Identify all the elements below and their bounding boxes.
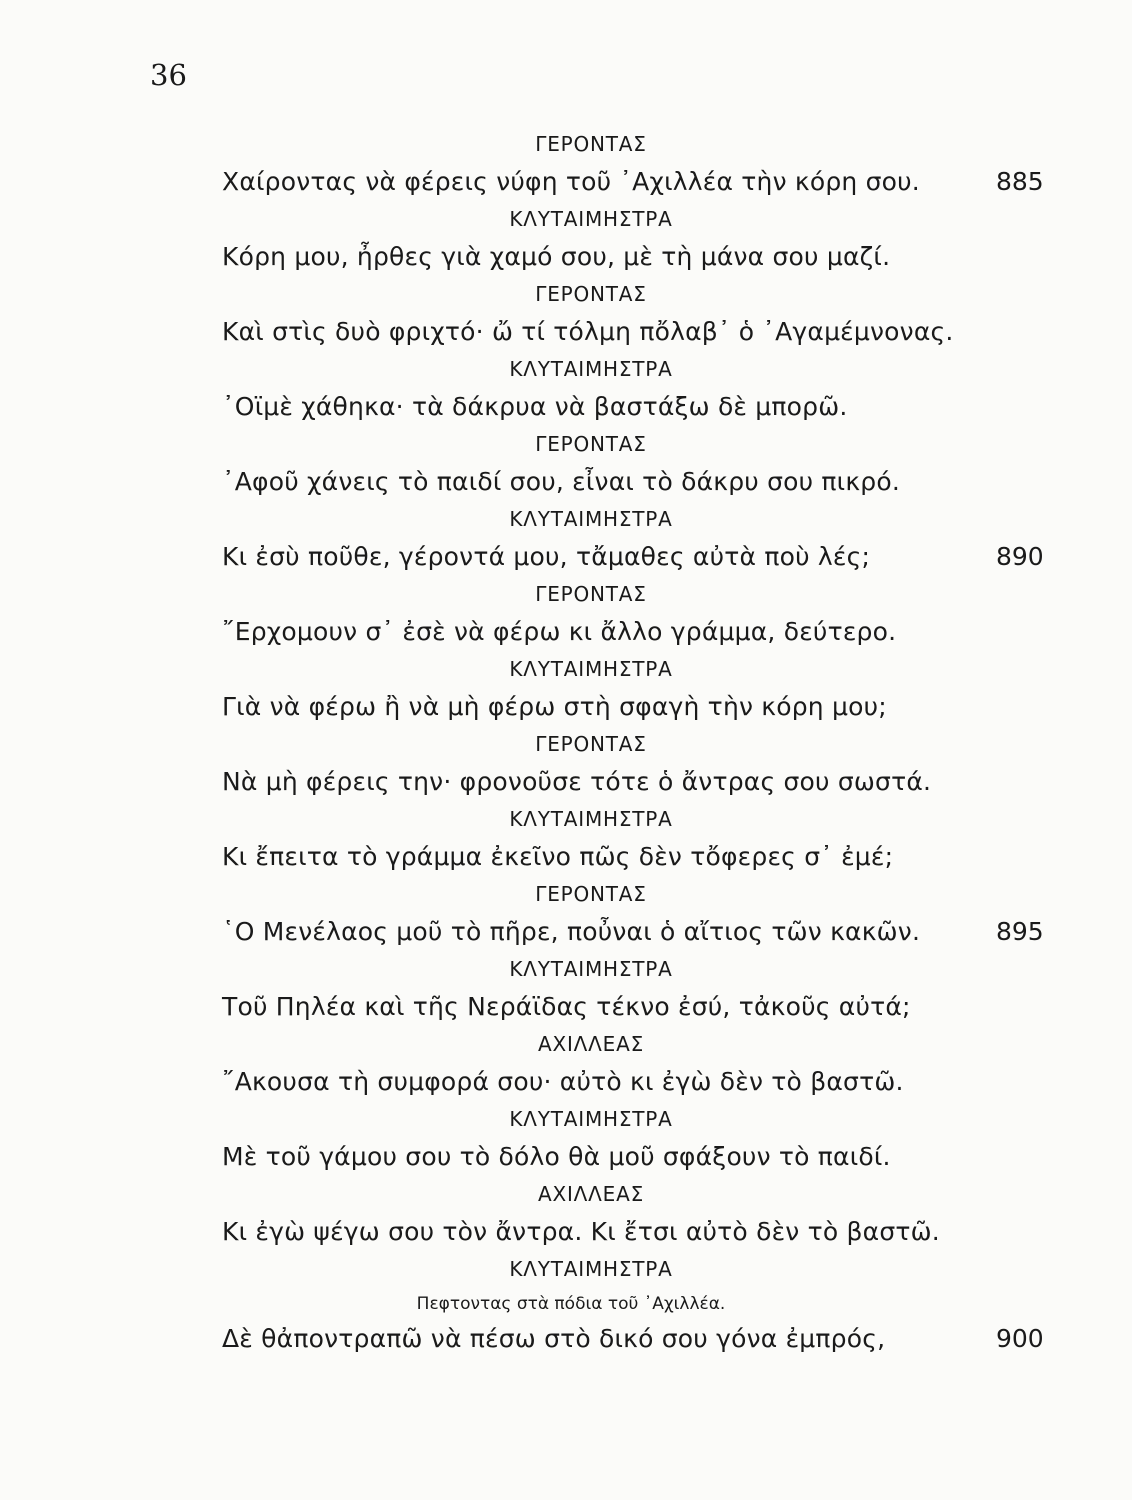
page-number: 36 <box>150 58 187 92</box>
verse-line <box>0 913 1132 951</box>
speaker-name: ΚΛΥΤΑΙΜΗΣΤΡΑ <box>509 507 673 531</box>
speaker-name: ΑΧΙΛΛΕΑΣ <box>538 1032 644 1056</box>
speaker-name: ΚΛΥΤΑΙΜΗΣΤΡΑ <box>509 357 673 381</box>
speaker-name: ΓΕΡΟΝΤΑΣ <box>535 432 647 456</box>
verse-line <box>0 388 1132 426</box>
speaker-name: ΚΛΥΤΑΙΜΗΣΤΡΑ <box>509 957 673 981</box>
verse-text: ῎Ακουσα τὴ συμφορά σου· αὐτὸ κι ἐγὼ δὲν τὸ βαστῶ. <box>222 1067 904 1096</box>
dialogue-block <box>0 651 1132 726</box>
verse-line <box>0 1213 1132 1251</box>
dialogue-block <box>0 801 1132 876</box>
dialogue-block <box>0 1101 1132 1176</box>
stage-direction: Πεφτοντας στὰ πόδια τοῦ ᾿Αχιλλέα. <box>416 1294 726 1314</box>
speaker-name: ΑΧΙΛΛΕΑΣ <box>538 1182 644 1206</box>
dialogue-block <box>0 876 1132 951</box>
verse-text: ᾿Οϊμὲ χάθηκα· τὰ δάκρυα νὰ βαστάξω δὲ μπορῶ. <box>222 392 848 421</box>
verse-line <box>0 1320 1132 1358</box>
verse-text: Κι ἐσὺ ποῦθε, γέροντά μου, τἄμαθες αὐτὰ ποὺ λές; <box>222 542 871 571</box>
dialogue-block <box>0 1176 1132 1251</box>
dialogue-block <box>0 951 1132 1026</box>
dialogue-block <box>0 276 1132 351</box>
speaker-name: ΓΕΡΟΝΤΑΣ <box>535 582 647 606</box>
verse-text: Καὶ στὶς δυὸ φριχτό· ὤ τί τόλμη πὄλαβ᾿ ὁ ᾿Αγαμέμνονας. <box>222 317 954 346</box>
verse-text: Τοῦ Πηλέα καὶ τῆς Νεράϊδας τέκνο ἐσύ, τἀκοῦς αὐτά; <box>222 992 911 1021</box>
verse-line <box>0 763 1132 801</box>
dialogue-block <box>0 126 1132 201</box>
line-number: 890 <box>996 542 1044 571</box>
verse-text: ῾Ο Μενέλαος μοῦ τὸ πῆρε, ποὖναι ὁ αἴτιος τῶν κακῶν. <box>222 917 921 946</box>
verse-text: Κι ἐγὼ ψέγω σου τὸν ἄντρα. Κι ἔτσι αὐτὸ δὲν τὸ βαστῶ. <box>222 1217 940 1246</box>
dialogue <box>0 126 1132 1358</box>
speaker-name: ΚΛΥΤΑΙΜΗΣΤΡΑ <box>509 1257 673 1281</box>
verse-line <box>0 313 1132 351</box>
verse-line <box>0 538 1132 576</box>
speaker-name: ΓΕΡΟΝΤΑΣ <box>535 732 647 756</box>
verse-text: ῎Ερχομουν σ᾿ ἐσὲ νὰ φέρω κι ἄλλο γράμμα, δεύτερο. <box>222 617 897 646</box>
dialogue-block <box>0 201 1132 276</box>
verse-text: Μὲ τοῦ γάμου σου τὸ δόλο θὰ μοῦ σφάξουν τὸ παιδί. <box>222 1142 891 1171</box>
dialogue-block <box>0 1026 1132 1101</box>
verse-line <box>0 688 1132 726</box>
verse-line <box>0 1063 1132 1101</box>
verse-line <box>0 988 1132 1026</box>
verse-line <box>0 238 1132 276</box>
verse-text: ᾿Αφοῦ χάνεις τὸ παιδί σου, εἶναι τὸ δάκρυ σου πικρό. <box>222 467 900 496</box>
speaker-name: ΚΛΥΤΑΙΜΗΣΤΡΑ <box>509 207 673 231</box>
verse-line <box>0 1138 1132 1176</box>
verse-line <box>0 463 1132 501</box>
speaker-name: ΚΛΥΤΑΙΜΗΣΤΡΑ <box>509 657 673 681</box>
dialogue-block <box>0 1251 1132 1358</box>
line-number: 885 <box>996 167 1044 196</box>
line-number: 900 <box>996 1324 1044 1353</box>
line-number: 895 <box>996 917 1044 946</box>
verse-text: Κόρη μου, ἦρθες γιὰ χαμό σου, μὲ τὴ μάνα σου μαζί. <box>222 242 891 271</box>
speaker-name: ΓΕΡΟΝΤΑΣ <box>535 132 647 156</box>
speaker-name: ΓΕΡΟΝΤΑΣ <box>535 282 647 306</box>
speaker-name: ΚΛΥΤΑΙΜΗΣΤΡΑ <box>509 1107 673 1131</box>
speaker-name: ΚΛΥΤΑΙΜΗΣΤΡΑ <box>509 807 673 831</box>
verse-line <box>0 838 1132 876</box>
verse-line <box>0 613 1132 651</box>
verse-text: Χαίροντας νὰ φέρεις νύφη τοῦ ᾿Αχιλλέα τὴν κόρη σου. <box>222 167 920 196</box>
dialogue-block <box>0 501 1132 576</box>
dialogue-block <box>0 426 1132 501</box>
verse-text: Γιὰ νὰ φέρω ἢ νὰ μὴ φέρω στὴ σφαγὴ τὴν κόρη μου; <box>222 692 887 721</box>
verse-text: Νὰ μὴ φέρεις την· φρονοῦσε τότε ὁ ἄντρας σου σωστά. <box>222 767 932 796</box>
speaker-name: ΓΕΡΟΝΤΑΣ <box>535 882 647 906</box>
verse-text: Δὲ θἀποντραπῶ νὰ πέσω στὸ δικό σου γόνα ἐμπρός, <box>222 1324 886 1353</box>
dialogue-block <box>0 351 1132 426</box>
dialogue-block <box>0 726 1132 801</box>
verse-text: Κι ἔπειτα τὸ γράμμα ἐκεῖνο πῶς δὲν τὄφερες σ᾿ ἐμέ; <box>222 842 894 871</box>
dialogue-block <box>0 576 1132 651</box>
verse-line <box>0 163 1132 201</box>
